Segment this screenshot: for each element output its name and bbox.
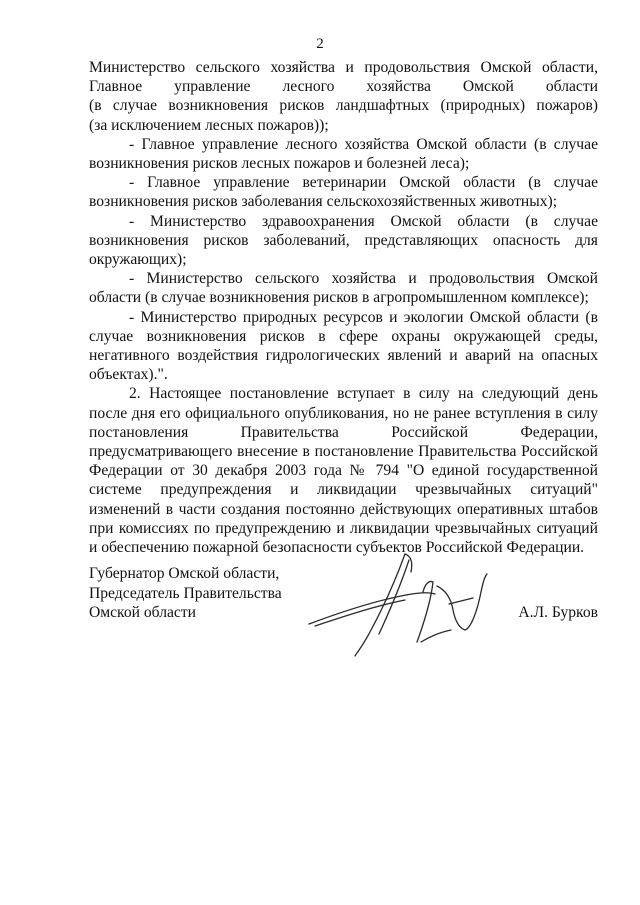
intro-line: (в случае возникновения рисков ландшафтных (природных) пожаров) xyxy=(89,97,598,115)
intro-line: Главное управление лесного хозяйства Омской области xyxy=(89,78,598,96)
list-item-paragraph: - Министерство здравоохранения Омской области (в случае возникновения рисков заболеваний, представляющих опасность для окружающих); xyxy=(89,212,598,269)
list-item-paragraph: - Главное управление ветеринарии Омской области (в случае возникновения рисков заболевания сельскохозяйственных животных); xyxy=(89,174,598,211)
signer-name: А.Л. Бурков xyxy=(518,604,598,621)
page-number: 2 xyxy=(316,36,324,52)
intro-line: Министерство сельского хозяйства и продовольствия Омской области, xyxy=(89,59,598,76)
signatory-position-line: Председатель Правительства xyxy=(89,584,282,602)
effective-date-paragraph: 2. Настоящее постановление вступает в силу на следующий день после дня его официального опубликования, но не ранее вступления в силу постановления Правительства Российской Федерации, предусматривающего внесение в постановление Правительства Российской Федерации от 30 декабря 2003 года № 794 "О единой государственной системе предупреждения и ликвидации чрезвычайных ситуаций" изменений в части создания постоянно действующих оперативных штабов при комиссиях по предупреждению и ликвидации чрезвычайных ситуаций и обеспечению пожарной безопасности субъектов Российской Федерации. xyxy=(89,385,598,557)
intro-paragraph xyxy=(89,58,598,135)
intro-line: (за исключением лесных пожаров)); xyxy=(89,116,329,134)
signature-block xyxy=(89,564,598,674)
list-item-paragraph: - Главное управление лесного хозяйства Омской области (в случае возникновения рисков лесных пожаров и болезней леса); xyxy=(89,135,598,173)
handwritten-signature xyxy=(301,546,511,664)
list-item-paragraph: - Министерство сельского хозяйства и продовольствия Омской области (в случае возникновения рисков в агропромышленном комплексе); xyxy=(89,270,598,307)
document-body xyxy=(89,58,598,557)
list-item-paragraph: - Министерство природных ресурсов и экологии Омской области (в случае возникновения рисков в сфере охраны окружающей среды, негативного воздействия гидрологических явлений и аварий на опасных объектах).". xyxy=(89,308,598,384)
signatory-position-line: Губернатор Омской области, xyxy=(89,565,280,582)
signatory-position xyxy=(89,564,282,623)
signatory-position-line: Омской области xyxy=(89,604,197,622)
